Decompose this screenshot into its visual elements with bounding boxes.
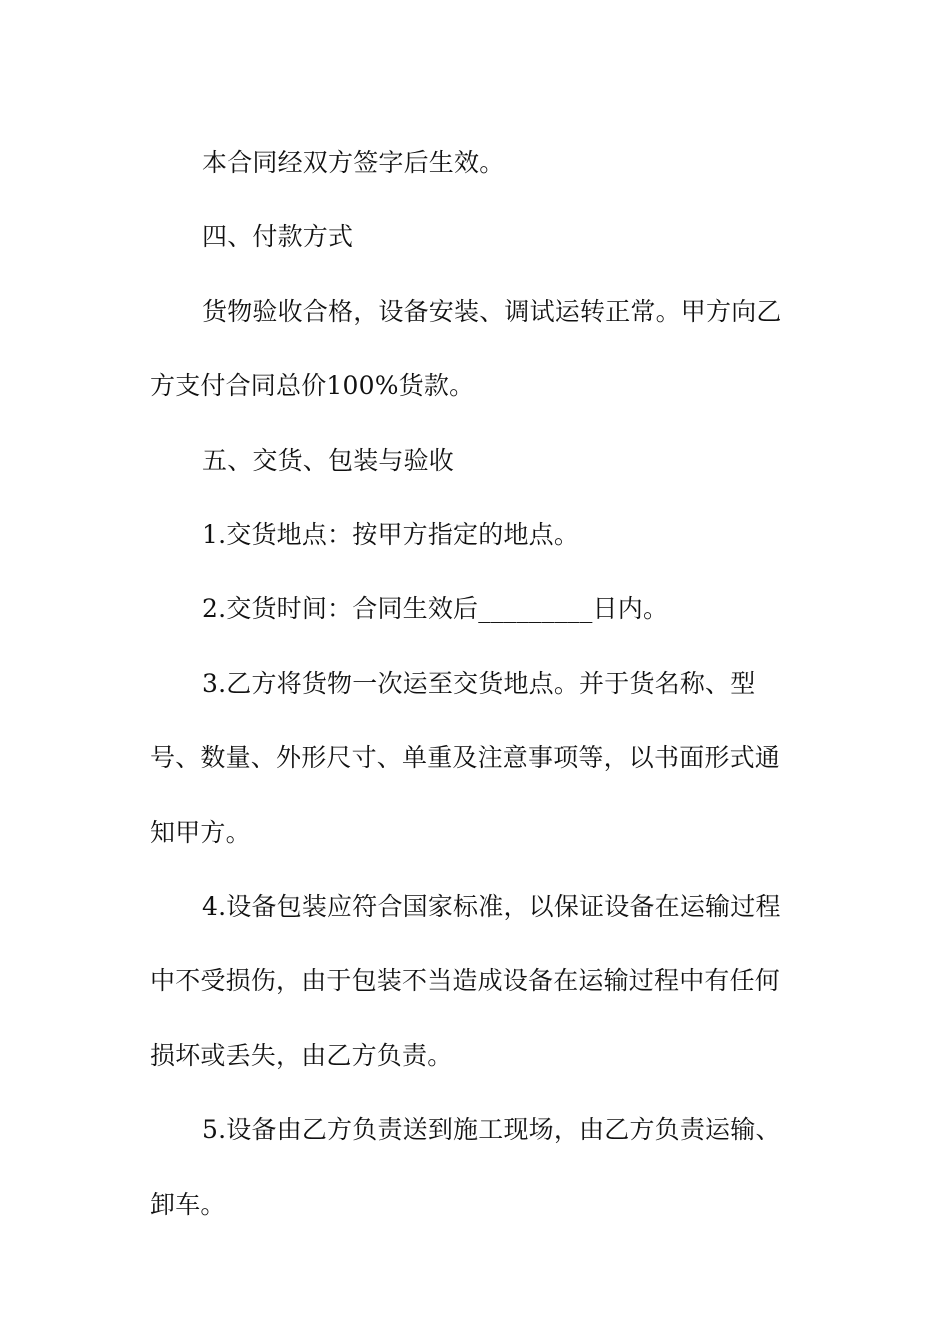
- section-heading-payment: 四、付款方式: [202, 222, 354, 252]
- paragraph-effective-clause: 本合同经双方签字后生效。: [202, 148, 505, 177]
- paragraph-transport-unloading: 5.设备由乙方负责送到施工现场，由乙方负责运输、卸车。: [150, 1115, 781, 1219]
- document-body: [150, 126, 790, 1242]
- paragraph-packaging-standard: 4.设备包装应符合国家标准，以保证设备在运输过程中不受损伤，由于包装不当造成设备在运输过程中有任何损坏或丢失，由乙方负责。: [150, 892, 781, 1070]
- paragraph-delivery-location: 1.交货地点：按甲方指定的地点。: [202, 520, 580, 550]
- paragraph-delivery-time: 2.交货时间：合同生效后_________日内。: [202, 594, 669, 624]
- section-heading-delivery: 五、交货、包装与验收: [202, 445, 455, 475]
- paragraph-payment-terms: 货物验收合格，设备安装、调试运转正常。甲方向乙方支付合同总价100%货款。: [150, 296, 782, 401]
- paragraph-delivery-notice: 3.乙方将货物一次运至交货地点。并于货名称、型号、数量、外形尺寸、单重及注意事项等，以书面形式通知甲方。: [150, 668, 781, 847]
